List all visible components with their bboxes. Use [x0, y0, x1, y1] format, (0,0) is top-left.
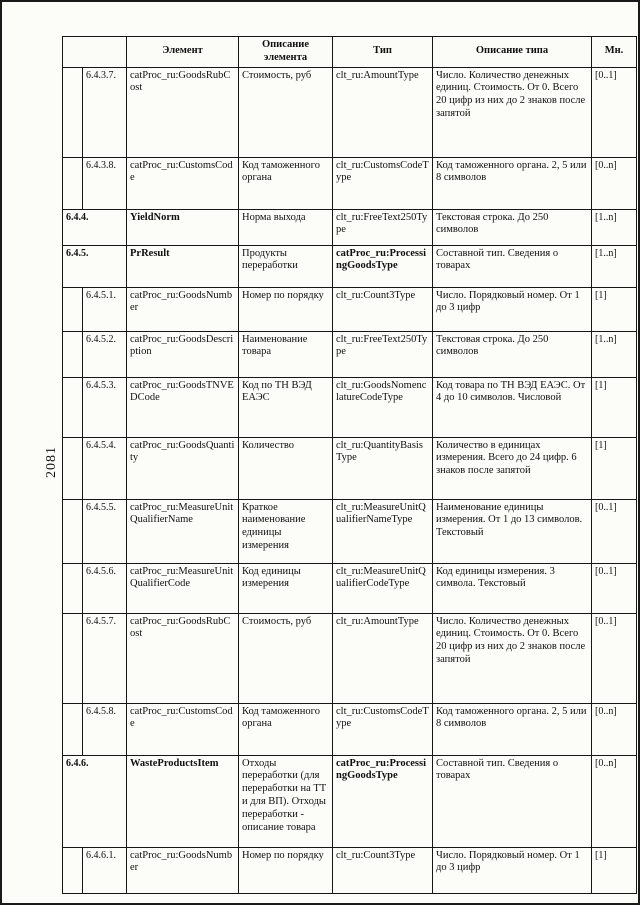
- table-row: [63, 157, 637, 209]
- hierarchy-spacer-cell: [63, 563, 83, 613]
- multiplicity-value: [0..1]: [592, 563, 637, 613]
- multiplicity-value: [1..n]: [592, 331, 637, 377]
- type-description: Число. Порядковый номер. От 1 до 3 цифр: [433, 847, 592, 893]
- multiplicity-value: [1]: [592, 847, 637, 893]
- multiplicity-value: [1..n]: [592, 209, 637, 245]
- header-row: [63, 37, 637, 68]
- type-name: clt_ru:Count3Type: [333, 287, 433, 331]
- multiplicity-value: [0..1]: [592, 67, 637, 157]
- element-description: Номер по порядку: [239, 847, 333, 893]
- column-header-number: [63, 37, 127, 68]
- type-name: catProc_ru:ProcessingGoodsType: [333, 755, 433, 847]
- element-name: catProc_ru:GoodsNumber: [127, 847, 239, 893]
- hierarchy-spacer-cell: [63, 157, 83, 209]
- column-header-type: Тип: [333, 37, 433, 68]
- type-description: Число. Количество денежных единиц. Стоимость. От 0. Всего 20 цифр из них до 2 знаков после запятой: [433, 67, 592, 157]
- row-number: 6.4.5.3.: [83, 377, 127, 437]
- element-description: Продукты переработки: [239, 245, 333, 287]
- table-row: [63, 613, 637, 703]
- element-name: PrResult: [127, 245, 239, 287]
- element-name: catProc_ru:GoodsNumber: [127, 287, 239, 331]
- element-name: WasteProductsItem: [127, 755, 239, 847]
- hierarchy-spacer-cell: [63, 847, 83, 893]
- element-description: Стоимость, руб: [239, 613, 333, 703]
- element-description: Номер по порядку: [239, 287, 333, 331]
- type-name: clt_ru:CustomsCodeType: [333, 157, 433, 209]
- row-number: 6.4.3.7.: [83, 67, 127, 157]
- hierarchy-spacer-cell: [63, 703, 83, 755]
- table-row: [63, 847, 637, 893]
- element-name: catProc_ru:GoodsRubCost: [127, 67, 239, 157]
- column-header-multiplicity: Мн.: [592, 37, 637, 68]
- element-description: Количество: [239, 437, 333, 499]
- hierarchy-spacer-cell: [63, 67, 83, 157]
- row-number: 6.4.5.7.: [83, 613, 127, 703]
- type-name: clt_ru:MeasureUnitQualifierCodeType: [333, 563, 433, 613]
- element-name: catProc_ru:CustomsCode: [127, 157, 239, 209]
- hierarchy-spacer-cell: [63, 287, 83, 331]
- element-name: catProc_ru:CustomsCode: [127, 703, 239, 755]
- element-description: Стоимость, руб: [239, 67, 333, 157]
- type-name: clt_ru:QuantityBasisType: [333, 437, 433, 499]
- row-number: 6.4.5.: [63, 245, 127, 287]
- table-row: [63, 245, 637, 287]
- type-name: clt_ru:MeasureUnitQualifierNameType: [333, 499, 433, 563]
- element-name: catProc_ru:GoodsTNVEDCode: [127, 377, 239, 437]
- multiplicity-value: [0..1]: [592, 613, 637, 703]
- type-name: clt_ru:AmountType: [333, 67, 433, 157]
- row-number: 6.4.5.5.: [83, 499, 127, 563]
- element-description: Отходы переработки (для переработки на ТТ и для ВП). Отходы переработки - описание товара: [239, 755, 333, 847]
- table-row: [63, 287, 637, 331]
- type-name: clt_ru:CustomsCodeType: [333, 703, 433, 755]
- multiplicity-value: [0..n]: [592, 157, 637, 209]
- row-number: 6.4.6.1.: [83, 847, 127, 893]
- type-description: Код товара по ТН ВЭД ЕАЭС. От 4 до 10 символов. Числовой: [433, 377, 592, 437]
- element-name: YieldNorm: [127, 209, 239, 245]
- element-description: Краткое наименование единицы измерения: [239, 499, 333, 563]
- row-number: 6.4.4.: [63, 209, 127, 245]
- element-description: Код единицы измерения: [239, 563, 333, 613]
- element-description: Норма выхода: [239, 209, 333, 245]
- multiplicity-value: [1..n]: [592, 245, 637, 287]
- type-description: Составной тип. Сведения о товарах: [433, 245, 592, 287]
- row-number: 6.4.5.6.: [83, 563, 127, 613]
- type-description: Наименование единицы измерения. От 1 до 13 символов. Текстовый: [433, 499, 592, 563]
- type-name: catProc_ru:ProcessingGoodsType: [333, 245, 433, 287]
- multiplicity-value: [0..1]: [592, 499, 637, 563]
- element-description: Наименование товара: [239, 331, 333, 377]
- element-description: Код по ТН ВЭД ЕАЭС: [239, 377, 333, 437]
- table-row: [63, 331, 637, 377]
- schema-elements-table: [62, 36, 637, 894]
- type-description: Код единицы измерения. 3 символа. Текстовый: [433, 563, 592, 613]
- row-number: 6.4.5.8.: [83, 703, 127, 755]
- row-number: 6.4.5.4.: [83, 437, 127, 499]
- table-row: [63, 67, 637, 157]
- type-description: Код таможенного органа. 2, 5 или 8 символов: [433, 703, 592, 755]
- table-row: [63, 499, 637, 563]
- type-name: clt_ru:AmountType: [333, 613, 433, 703]
- type-description: Текстовая строка. До 250 символов: [433, 331, 592, 377]
- type-description: Число. Количество денежных единиц. Стоимость. От 0. Всего 20 цифр из них до 2 знаков после запятой: [433, 613, 592, 703]
- type-name: clt_ru:FreeText250Type: [333, 331, 433, 377]
- row-number: 6.4.3.8.: [83, 157, 127, 209]
- element-description: Код таможенного органа: [239, 703, 333, 755]
- row-number: 6.4.5.1.: [83, 287, 127, 331]
- element-name: catProc_ru:GoodsQuantity: [127, 437, 239, 499]
- table-row: [63, 377, 637, 437]
- type-description: Количество в единицах измерения. Всего до 24 цифр. 6 знаков после запятой: [433, 437, 592, 499]
- element-name: catProc_ru:MeasureUnitQualifierCode: [127, 563, 239, 613]
- type-description: Текстовая строка. До 250 символов: [433, 209, 592, 245]
- multiplicity-value: [0..n]: [592, 755, 637, 847]
- hierarchy-spacer-cell: [63, 499, 83, 563]
- page-number: 2081: [44, 446, 59, 478]
- row-number: 6.4.6.: [63, 755, 127, 847]
- type-name: clt_ru:FreeText250Type: [333, 209, 433, 245]
- multiplicity-value: [1]: [592, 377, 637, 437]
- hierarchy-spacer-cell: [63, 377, 83, 437]
- table-row: [63, 209, 637, 245]
- hierarchy-spacer-cell: [63, 613, 83, 703]
- column-header-element: Элемент: [127, 37, 239, 68]
- element-name: catProc_ru:MeasureUnitQualifierName: [127, 499, 239, 563]
- column-header-element-description: Описание элемента: [239, 37, 333, 68]
- table-body: [63, 67, 637, 893]
- element-name: catProc_ru:GoodsDescription: [127, 331, 239, 377]
- table-row: [63, 437, 637, 499]
- multiplicity-value: [1]: [592, 437, 637, 499]
- table-row: [63, 703, 637, 755]
- type-name: clt_ru:Count3Type: [333, 847, 433, 893]
- column-header-type-description: Описание типа: [433, 37, 592, 68]
- hierarchy-spacer-cell: [63, 437, 83, 499]
- multiplicity-value: [0..n]: [592, 703, 637, 755]
- type-description: Число. Порядковый номер. От 1 до 3 цифр: [433, 287, 592, 331]
- element-description: Код таможенного органа: [239, 157, 333, 209]
- table-row: [63, 755, 637, 847]
- table-header: [63, 37, 637, 68]
- type-description: Код таможенного органа. 2, 5 или 8 символов: [433, 157, 592, 209]
- multiplicity-value: [1]: [592, 287, 637, 331]
- row-number: 6.4.5.2.: [83, 331, 127, 377]
- hierarchy-spacer-cell: [63, 331, 83, 377]
- table-row: [63, 563, 637, 613]
- type-name: clt_ru:GoodsNomenclatureCodeType: [333, 377, 433, 437]
- element-name: catProc_ru:GoodsRubCost: [127, 613, 239, 703]
- type-description: Составной тип. Сведения о товарах: [433, 755, 592, 847]
